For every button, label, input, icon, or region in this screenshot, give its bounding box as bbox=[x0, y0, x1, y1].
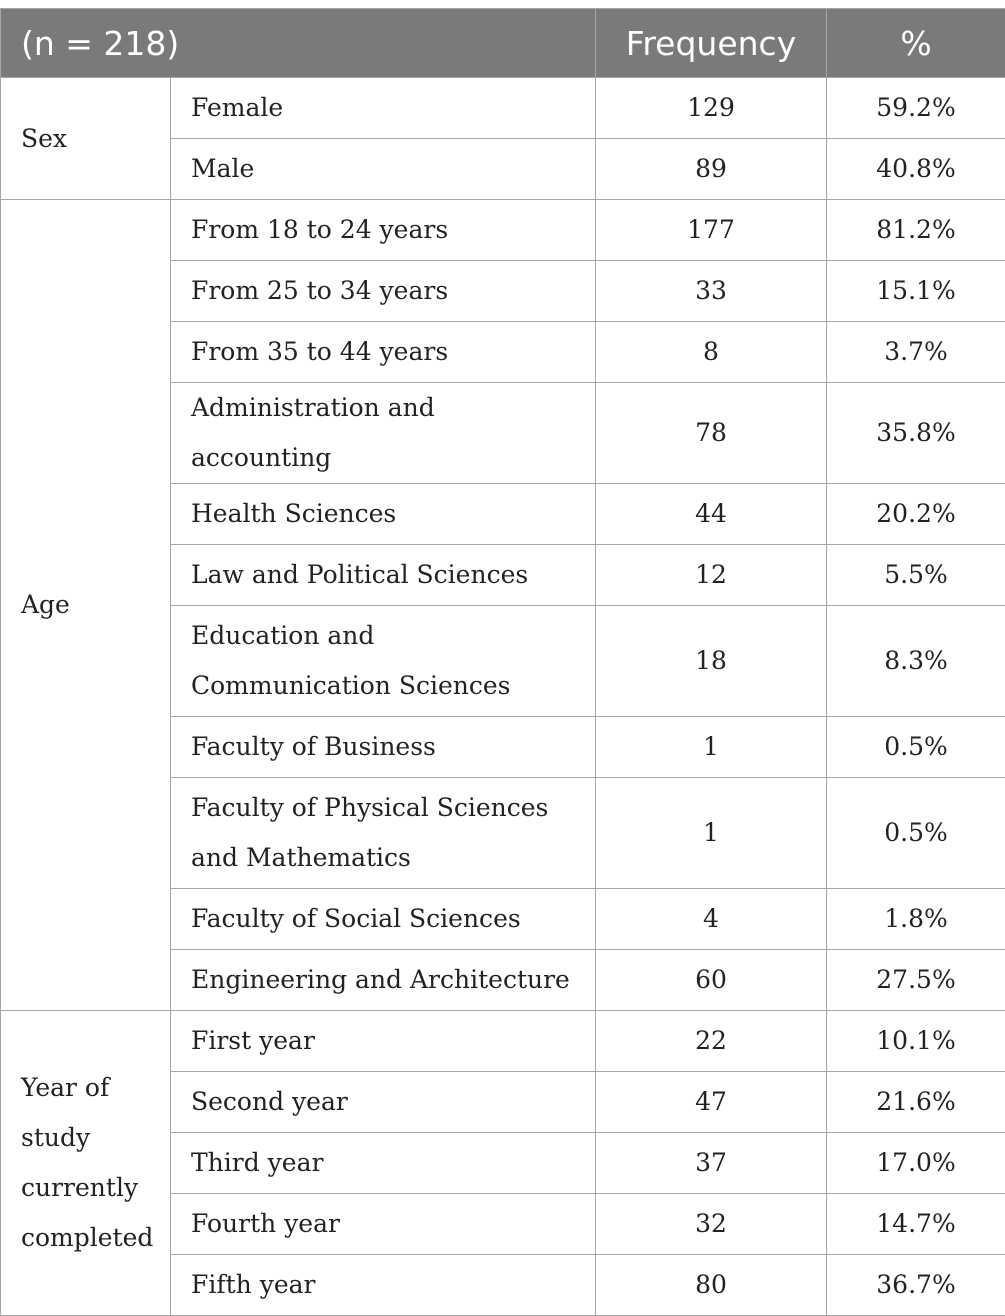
row-frequency: 4 bbox=[596, 889, 827, 950]
frequency-header: Frequency bbox=[596, 9, 827, 78]
row-frequency: 37 bbox=[596, 1133, 827, 1194]
row-percent: 14.7% bbox=[827, 1194, 1005, 1255]
row-percent: 36.7% bbox=[827, 1255, 1005, 1316]
row-label: Faculty of Physical Sciences and Mathematics bbox=[171, 778, 596, 889]
row-label: From 35 to 44 years bbox=[171, 322, 596, 383]
row-percent: 10.1% bbox=[827, 1011, 1005, 1072]
row-label: First year bbox=[171, 1011, 596, 1072]
row-label: Administration and accounting bbox=[171, 383, 596, 484]
row-percent: 35.8% bbox=[827, 383, 1005, 484]
row-label: Second year bbox=[171, 1072, 596, 1133]
row-frequency: 32 bbox=[596, 1194, 827, 1255]
row-label: Fourth year bbox=[171, 1194, 596, 1255]
row-frequency: 78 bbox=[596, 383, 827, 484]
row-label: Female bbox=[171, 78, 596, 139]
table-row bbox=[1, 200, 1005, 261]
row-label: Male bbox=[171, 139, 596, 200]
row-percent: 15.1% bbox=[827, 261, 1005, 322]
row-label: Engineering and Architecture bbox=[171, 950, 596, 1011]
percent-header: % bbox=[827, 9, 1005, 78]
row-label: From 18 to 24 years bbox=[171, 200, 596, 261]
row-frequency: 129 bbox=[596, 78, 827, 139]
row-frequency: 22 bbox=[596, 1011, 827, 1072]
row-frequency: 177 bbox=[596, 200, 827, 261]
row-percent: 8.3% bbox=[827, 606, 1005, 717]
row-frequency: 60 bbox=[596, 950, 827, 1011]
row-label: From 25 to 34 years bbox=[171, 261, 596, 322]
row-label: Law and Political Sciences bbox=[171, 545, 596, 606]
category-year-of-study: Year of study currently completed bbox=[1, 1011, 171, 1316]
row-frequency: 44 bbox=[596, 484, 827, 545]
row-frequency: 12 bbox=[596, 545, 827, 606]
row-percent: 40.8% bbox=[827, 139, 1005, 200]
table-row bbox=[1, 78, 1005, 139]
row-percent: 59.2% bbox=[827, 78, 1005, 139]
row-percent: 5.5% bbox=[827, 545, 1005, 606]
row-percent: 17.0% bbox=[827, 1133, 1005, 1194]
row-frequency: 80 bbox=[596, 1255, 827, 1316]
row-label: Faculty of Business bbox=[171, 717, 596, 778]
row-frequency: 8 bbox=[596, 322, 827, 383]
row-frequency: 1 bbox=[596, 717, 827, 778]
sample-size-header: (n = 218) bbox=[1, 9, 596, 78]
demographics-table bbox=[0, 8, 1005, 1316]
row-percent: 27.5% bbox=[827, 950, 1005, 1011]
row-frequency: 1 bbox=[596, 778, 827, 889]
table-row bbox=[1, 1011, 1005, 1072]
row-label: Fifth year bbox=[171, 1255, 596, 1316]
category-age: Age bbox=[1, 200, 171, 1011]
row-percent: 0.5% bbox=[827, 717, 1005, 778]
row-frequency: 47 bbox=[596, 1072, 827, 1133]
row-percent: 0.5% bbox=[827, 778, 1005, 889]
row-percent: 1.8% bbox=[827, 889, 1005, 950]
category-sex: Sex bbox=[1, 78, 171, 200]
row-label: Health Sciences bbox=[171, 484, 596, 545]
row-frequency: 89 bbox=[596, 139, 827, 200]
row-frequency: 18 bbox=[596, 606, 827, 717]
row-label: Faculty of Social Sciences bbox=[171, 889, 596, 950]
header-row bbox=[1, 9, 1005, 78]
row-label: Education and Communication Sciences bbox=[171, 606, 596, 717]
row-percent: 81.2% bbox=[827, 200, 1005, 261]
row-percent: 20.2% bbox=[827, 484, 1005, 545]
row-label: Third year bbox=[171, 1133, 596, 1194]
row-percent: 3.7% bbox=[827, 322, 1005, 383]
row-frequency: 33 bbox=[596, 261, 827, 322]
row-percent: 21.6% bbox=[827, 1072, 1005, 1133]
